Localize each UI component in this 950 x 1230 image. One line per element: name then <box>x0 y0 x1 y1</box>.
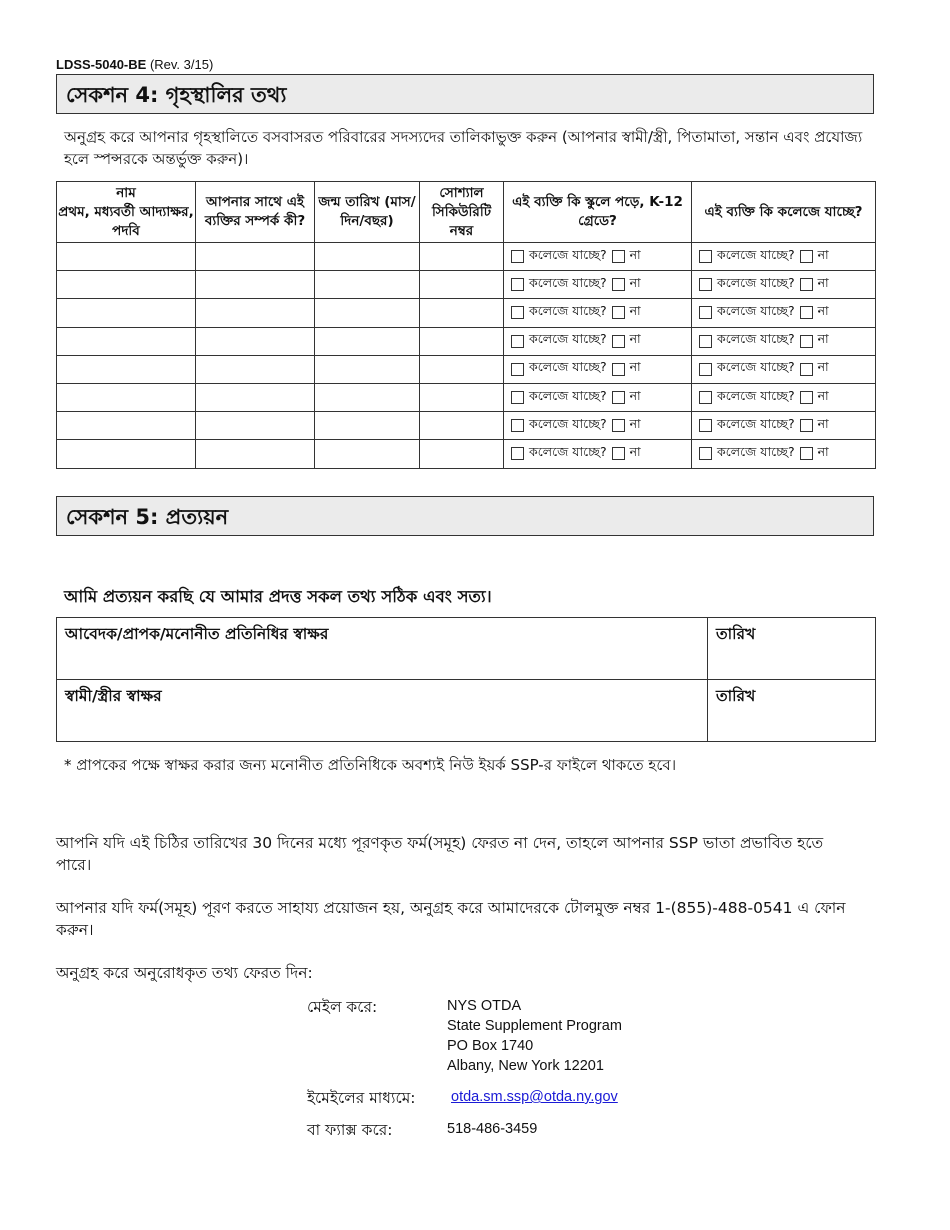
relationship-cell[interactable] <box>196 327 315 355</box>
table-row <box>57 412 876 440</box>
no-checkbox[interactable] <box>612 250 625 263</box>
header-name: নাম প্রথম, মধ্যবর্তী আদ্যাক্ষর, পদবি <box>57 182 196 243</box>
college-checkbox-cell <box>692 440 876 468</box>
return-info-text: অনুগ্রহ করে অনুরোধকৃত তথ্য ফেরত দিন: <box>56 964 313 982</box>
relationship-cell[interactable] <box>196 383 315 411</box>
yes-checkbox[interactable] <box>699 447 712 460</box>
representative-note: * প্রাপকের পক্ষে স্বাক্ষর করার জন্য মনোনীত প্রতিনিধিকে অবশ্যই নিউ ইয়র্ক SSP-র ফাইলে থাকতে হবে। <box>64 756 677 774</box>
yes-checkbox-label: কলেজে যাচ্ছে? <box>717 274 795 290</box>
relationship-cell[interactable] <box>196 440 315 468</box>
no-checkbox[interactable] <box>800 306 813 319</box>
household-table <box>56 181 876 469</box>
no-checkbox-label: না <box>629 415 641 431</box>
no-checkbox[interactable] <box>800 278 813 291</box>
signature-table <box>56 617 876 742</box>
applicant-signature-field[interactable] <box>57 618 708 680</box>
yes-checkbox[interactable] <box>699 419 712 432</box>
yes-checkbox-label: কলেজে যাচ্ছে? <box>717 359 795 375</box>
mail-address <box>447 996 622 1076</box>
no-checkbox[interactable] <box>612 335 625 348</box>
yes-checkbox[interactable] <box>699 250 712 263</box>
no-checkbox-label: না <box>817 331 829 347</box>
section4-title: সেকশন 4: গৃহস্থালির তথ্য <box>56 74 874 114</box>
no-checkbox-label: না <box>629 274 641 290</box>
no-checkbox[interactable] <box>612 278 625 291</box>
name-cell[interactable] <box>57 412 196 440</box>
college-checkbox-cell <box>692 271 876 299</box>
ssn-cell[interactable] <box>420 299 504 327</box>
relationship-cell[interactable] <box>196 271 315 299</box>
help-phone-text: আপনার যদি ফর্ম(সমূহ) পূরণ করতে সাহায্য প্রয়োজন হয়, অনুগ্রহ করে আমাদেরকে টোলমুক্ত নম্বর 1-(855)-488-0541 এ ফোন করুন। <box>56 899 846 939</box>
college-checkbox-cell <box>504 327 692 355</box>
ssn-cell[interactable] <box>420 327 504 355</box>
no-checkbox-label: না <box>629 302 641 318</box>
dob-cell[interactable] <box>315 440 420 468</box>
ssn-cell[interactable] <box>420 440 504 468</box>
email-link[interactable]: otda.sm.ssp@otda.ny.gov <box>451 1089 618 1105</box>
college-checkbox-cell <box>504 412 692 440</box>
applicant-date-label: তারিখ <box>716 625 756 643</box>
yes-checkbox[interactable] <box>511 363 524 376</box>
dob-cell[interactable] <box>315 243 420 271</box>
table-row <box>57 327 876 355</box>
yes-checkbox[interactable] <box>511 391 524 404</box>
no-checkbox[interactable] <box>612 391 625 404</box>
name-cell[interactable] <box>57 271 196 299</box>
name-cell[interactable] <box>57 440 196 468</box>
yes-checkbox-label: কলেজে যাচ্ছে? <box>717 387 795 403</box>
college-checkbox-cell <box>692 412 876 440</box>
table-row <box>57 355 876 383</box>
no-checkbox-label: না <box>817 359 829 375</box>
yes-checkbox-label: কলেজে যাচ্ছে? <box>529 387 607 403</box>
table-row <box>57 383 876 411</box>
table-row <box>57 440 876 468</box>
fax-number: 518-486-3459 <box>447 1121 538 1137</box>
dob-cell[interactable] <box>315 271 420 299</box>
relationship-cell[interactable] <box>196 243 315 271</box>
relationship-cell[interactable] <box>196 355 315 383</box>
no-checkbox-label: না <box>817 415 829 431</box>
return-deadline-text: আপনি যদি এই চিঠির তারিখের 30 দিনের মধ্যে পূরণকৃত ফর্ম(সমূহ) ফেরত না দেন, তাহলে আপনার SSP ভাতা প্রভাবিত হতে পারে। <box>56 834 824 874</box>
college-checkbox-cell <box>692 383 876 411</box>
college-checkbox-cell <box>692 243 876 271</box>
no-checkbox-label: না <box>629 246 641 262</box>
section5-title: সেকশন 5: প্রত্যয়ন <box>56 496 874 536</box>
no-checkbox[interactable] <box>800 419 813 432</box>
yes-checkbox[interactable] <box>699 363 712 376</box>
spouse-date-label: তারিখ <box>716 687 756 705</box>
college-checkbox-cell <box>692 327 876 355</box>
college-checkbox-cell <box>504 383 692 411</box>
no-checkbox-label: না <box>629 359 641 375</box>
no-checkbox[interactable] <box>800 335 813 348</box>
header-k12: এই ব্যক্তি কি স্কুলে পড়ে, K-12 গ্রেডে? <box>504 182 692 243</box>
yes-checkbox[interactable] <box>699 278 712 291</box>
relationship-cell[interactable] <box>196 299 315 327</box>
form-id <box>56 57 213 72</box>
dob-cell[interactable] <box>315 299 420 327</box>
applicant-date-field[interactable] <box>708 618 876 680</box>
email-label: ইমেইলের মাধ্যমে: <box>307 1089 416 1107</box>
yes-checkbox-label: কলেজে যাচ্ছে? <box>717 246 795 262</box>
yes-checkbox-label: কলেজে যাচ্ছে? <box>529 359 607 375</box>
yes-checkbox[interactable] <box>511 278 524 291</box>
mail-address-line: NYS OTDA <box>447 998 522 1014</box>
no-checkbox[interactable] <box>800 391 813 404</box>
yes-checkbox[interactable] <box>699 335 712 348</box>
yes-checkbox[interactable] <box>699 306 712 319</box>
no-checkbox-label: না <box>817 246 829 262</box>
yes-checkbox-label: কলেজে যাচ্ছে? <box>717 331 795 347</box>
header-ssn: সোশ্যাল সিকিউরিটি নম্বর <box>420 182 504 243</box>
name-cell[interactable] <box>57 327 196 355</box>
no-checkbox-label: না <box>817 387 829 403</box>
college-checkbox-cell <box>504 243 692 271</box>
yes-checkbox[interactable] <box>511 250 524 263</box>
table-row <box>57 271 876 299</box>
college-checkbox-cell <box>504 440 692 468</box>
fax-label: বা ফ্যাক্স করে: <box>307 1121 393 1139</box>
dob-cell[interactable] <box>315 327 420 355</box>
no-checkbox-label: না <box>629 387 641 403</box>
relationship-cell[interactable] <box>196 412 315 440</box>
form-code: LDSS-5040-BE <box>56 57 147 72</box>
yes-checkbox[interactable] <box>511 447 524 460</box>
mail-address-line: Albany, New York 12201 <box>447 1058 604 1074</box>
no-checkbox-label: না <box>817 443 829 459</box>
yes-checkbox-label: কলেজে যাচ্ছে? <box>529 415 607 431</box>
spouse-date-field[interactable] <box>708 680 876 742</box>
header-dob: জন্ম তারিখ (মাস/দিন/বছর) <box>315 182 420 243</box>
ssn-cell[interactable] <box>420 383 504 411</box>
dob-cell[interactable] <box>315 383 420 411</box>
no-checkbox[interactable] <box>800 447 813 460</box>
mail-address-line: State Supplement Program <box>447 1018 622 1034</box>
form-revision: (Rev. 3/15) <box>149 57 214 72</box>
name-cell[interactable] <box>57 299 196 327</box>
spouse-signature-label: স্বামী/স্ত্রীর স্বাক্ষর <box>65 687 162 705</box>
no-checkbox[interactable] <box>800 363 813 376</box>
college-checkbox-cell <box>504 355 692 383</box>
yes-checkbox[interactable] <box>511 306 524 319</box>
college-checkbox-cell <box>504 299 692 327</box>
college-checkbox-cell <box>692 355 876 383</box>
no-checkbox[interactable] <box>612 447 625 460</box>
no-checkbox-label: না <box>629 443 641 459</box>
header-college: এই ব্যক্তি কি কলেজে যাচ্ছে? <box>692 182 876 243</box>
mail-label: মেইল করে: <box>307 998 378 1016</box>
spouse-signature-field[interactable] <box>57 680 708 742</box>
dob-cell[interactable] <box>315 355 420 383</box>
yes-checkbox[interactable] <box>511 419 524 432</box>
no-checkbox-label: না <box>817 302 829 318</box>
household-table-header <box>57 182 876 243</box>
ssn-cell[interactable] <box>420 271 504 299</box>
ssn-cell[interactable] <box>420 355 504 383</box>
yes-checkbox-label: কলেজে যাচ্ছে? <box>529 443 607 459</box>
no-checkbox[interactable] <box>612 306 625 319</box>
college-checkbox-cell <box>692 299 876 327</box>
name-cell[interactable] <box>57 383 196 411</box>
yes-checkbox[interactable] <box>699 391 712 404</box>
no-checkbox-label: না <box>817 274 829 290</box>
dob-cell[interactable] <box>315 412 420 440</box>
college-checkbox-cell <box>504 271 692 299</box>
yes-checkbox-label: কলেজে যাচ্ছে? <box>529 302 607 318</box>
applicant-signature-label: আবেদক/প্রাপক/মনোনীত প্রতিনিধির স্বাক্ষর <box>65 625 329 643</box>
ssn-cell[interactable] <box>420 243 504 271</box>
no-checkbox[interactable] <box>612 419 625 432</box>
yes-checkbox-label: কলেজে যাচ্ছে? <box>529 331 607 347</box>
no-checkbox[interactable] <box>612 363 625 376</box>
ssn-cell[interactable] <box>420 412 504 440</box>
yes-checkbox[interactable] <box>511 335 524 348</box>
name-cell[interactable] <box>57 355 196 383</box>
table-row <box>57 299 876 327</box>
name-cell[interactable] <box>57 243 196 271</box>
header-relationship: আপনার সাথে এই ব্যক্তির সম্পর্ক কী? <box>196 182 315 243</box>
table-row <box>57 243 876 271</box>
yes-checkbox-label: কলেজে যাচ্ছে? <box>717 415 795 431</box>
yes-checkbox-label: কলেজে যাচ্ছে? <box>529 246 607 262</box>
yes-checkbox-label: কলেজে যাচ্ছে? <box>529 274 607 290</box>
yes-checkbox-label: কলেজে যাচ্ছে? <box>717 302 795 318</box>
yes-checkbox-label: কলেজে যাচ্ছে? <box>717 443 795 459</box>
certify-statement: আমি প্রত্যয়ন করছি যে আমার প্রদত্ত সকল তথ্য সঠিক এবং সত্য। <box>64 587 492 606</box>
no-checkbox[interactable] <box>800 250 813 263</box>
section4-intro: অনুগ্রহ করে আপনার গৃহস্থালিতে বসবাসরত পরিবারের সদস্যদের তালিকাভুক্ত করুন (আপনার স্বামী/স্ত্রী, পিতামাতা, সন্তান এবং প্রযোজ্য হলে স্পন্সরকে অন্তর্ভুক্ত করুন)। <box>64 128 863 168</box>
mail-address-line: PO Box 1740 <box>447 1038 534 1054</box>
no-checkbox-label: না <box>629 331 641 347</box>
